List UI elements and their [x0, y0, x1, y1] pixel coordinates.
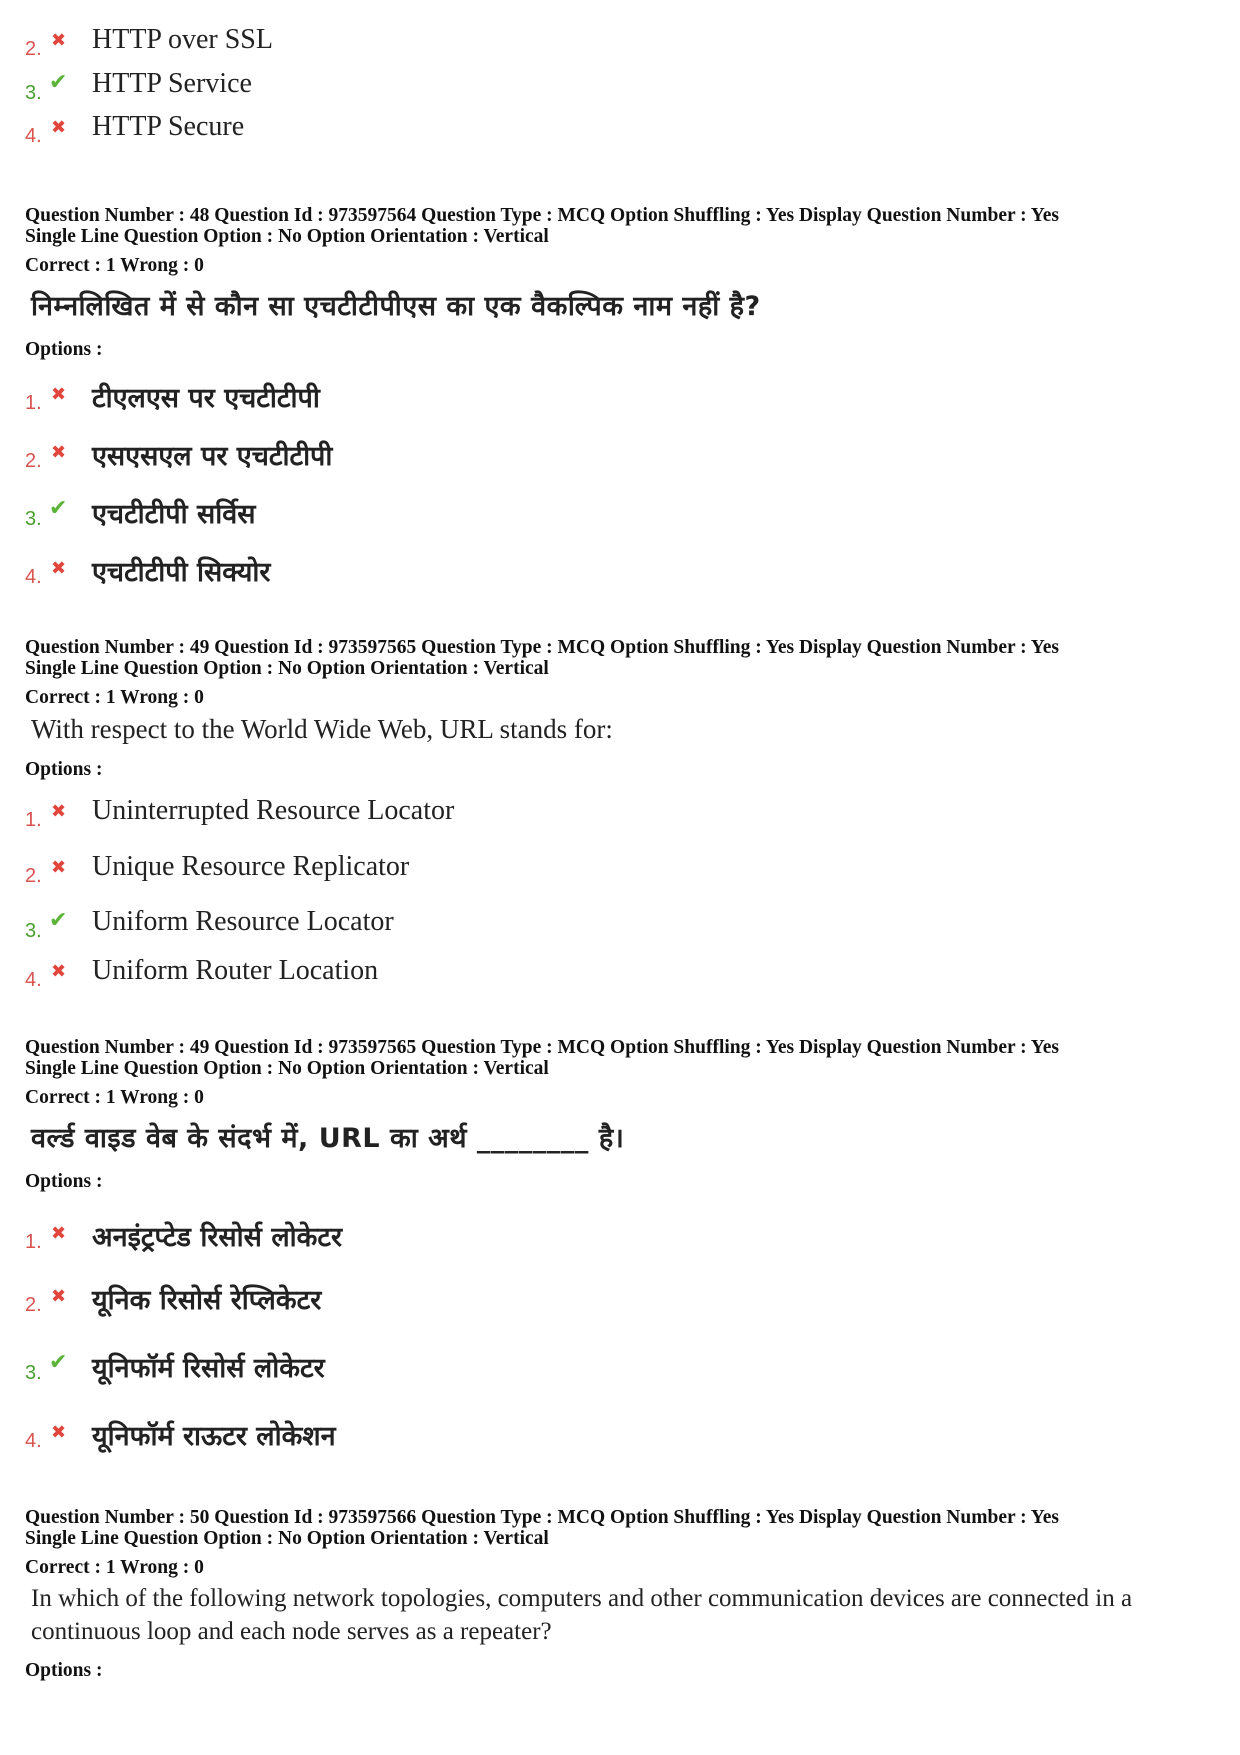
- cross-icon: ✖: [51, 1286, 67, 1307]
- option-number: 1.: [25, 1231, 42, 1253]
- question-meta: Single Line Question Option : No Option Orientation : Vertical: [25, 226, 549, 247]
- option-number: 4.: [25, 1430, 42, 1452]
- option-number: 2.: [25, 865, 42, 887]
- option-text: टीएलएस पर एचटीटीपी: [92, 383, 320, 414]
- option-number: 3.: [25, 1362, 42, 1384]
- question-block: [25, 205, 1215, 361]
- cross-icon: ✖: [51, 801, 67, 822]
- question-score: Correct : 1 Wrong : 0: [25, 255, 204, 276]
- question-meta: Question Number : 49 Question Id : 973597565 Question Type : MCQ Option Shuffling : Yes Display Question Number : Yes: [25, 637, 1059, 658]
- option-number: 3.: [25, 508, 42, 530]
- option-text: अनइंट्रप्टेड रिसोर्स लोकेटर: [92, 1222, 343, 1253]
- cross-icon: ✖: [51, 1422, 67, 1443]
- cross-icon: ✖: [51, 857, 67, 878]
- option-number: 1.: [25, 392, 42, 414]
- options-label: Options :: [25, 1660, 103, 1681]
- option-text: Uniform Resource Locator: [92, 906, 394, 937]
- question-block: [25, 1037, 1215, 1193]
- option-text: एचटीटीपी सिक्योर: [92, 557, 271, 588]
- question-score: Correct : 1 Wrong : 0: [25, 1557, 204, 1578]
- cross-icon: ✖: [51, 30, 67, 51]
- question-meta: Single Line Question Option : No Option Orientation : Vertical: [25, 1528, 549, 1549]
- option-text: एचटीटीपी सर्विस: [92, 499, 256, 530]
- option-text: यूनिफॉर्म रिसोर्स लोकेटर: [92, 1353, 325, 1384]
- option-number: 3.: [25, 82, 42, 104]
- question-block: [25, 637, 1215, 781]
- option-number: 2.: [25, 1294, 42, 1316]
- option-text: HTTP Service: [92, 68, 252, 99]
- check-icon: ✔: [49, 1350, 68, 1375]
- question-score: Correct : 1 Wrong : 0: [25, 1087, 204, 1108]
- cross-icon: ✖: [51, 961, 67, 982]
- options-label: Options :: [25, 1171, 103, 1192]
- question-text: निम्नलिखित में से कौन सा एचटीटीपीएस का एक वैकल्पिक नाम नहीं है?: [31, 291, 761, 322]
- cross-icon: ✖: [51, 558, 67, 579]
- cross-icon: ✖: [51, 384, 67, 405]
- option-number: 4.: [25, 125, 42, 147]
- cross-icon: ✖: [51, 1223, 67, 1244]
- option-text: Unique Resource Replicator: [92, 851, 410, 882]
- question-text: In which of the following network topologies, computers and other communication devices are connected in a continuous loop and each node serves as a repeater?: [31, 1585, 1133, 1645]
- question-block: [25, 1507, 1215, 1682]
- question-meta: Single Line Question Option : No Option Orientation : Vertical: [25, 1058, 549, 1079]
- option-number: 4.: [25, 969, 42, 991]
- option-number: 2.: [25, 450, 42, 472]
- check-icon: ✔: [49, 496, 68, 521]
- question-text: वर्ल्ड वाइड वेब के संदर्भ में, URL का अर्थ ________ है।: [31, 1123, 625, 1154]
- option-text: यूनिक रिसोर्स रेप्लिकेटर: [92, 1285, 322, 1316]
- question-meta: Single Line Question Option : No Option Orientation : Vertical: [25, 658, 549, 679]
- option-number: 3.: [25, 920, 42, 942]
- cross-icon: ✖: [51, 442, 67, 463]
- option-text: एसएसएल पर एचटीटीपी: [92, 441, 333, 472]
- question-meta: Question Number : 50 Question Id : 973597566 Question Type : MCQ Option Shuffling : Yes Display Question Number : Yes: [25, 1507, 1059, 1528]
- options-label: Options :: [25, 759, 103, 780]
- option-number: 1.: [25, 809, 42, 831]
- option-text: HTTP Secure: [92, 111, 245, 142]
- check-icon: ✔: [49, 70, 68, 95]
- question-meta: Question Number : 48 Question Id : 973597564 Question Type : MCQ Option Shuffling : Yes Display Question Number : Yes: [25, 205, 1059, 226]
- cross-icon: ✖: [51, 117, 67, 138]
- option-text: Uniform Router Location: [92, 955, 379, 986]
- check-icon: ✔: [49, 908, 68, 933]
- option-text: Uninterrupted Resource Locator: [92, 795, 455, 826]
- question-score: Correct : 1 Wrong : 0: [25, 687, 204, 708]
- question-meta: Question Number : 49 Question Id : 973597565 Question Type : MCQ Option Shuffling : Yes Display Question Number : Yes: [25, 1037, 1059, 1058]
- option-number: 2.: [25, 38, 42, 60]
- option-text: HTTP over SSL: [92, 24, 273, 55]
- options-label: Options :: [25, 339, 103, 360]
- question-text: With respect to the World Wide Web, URL stands for:: [31, 714, 613, 744]
- option-text: यूनिफॉर्म राऊटर लोकेशन: [92, 1421, 336, 1452]
- option-number: 4.: [25, 566, 42, 588]
